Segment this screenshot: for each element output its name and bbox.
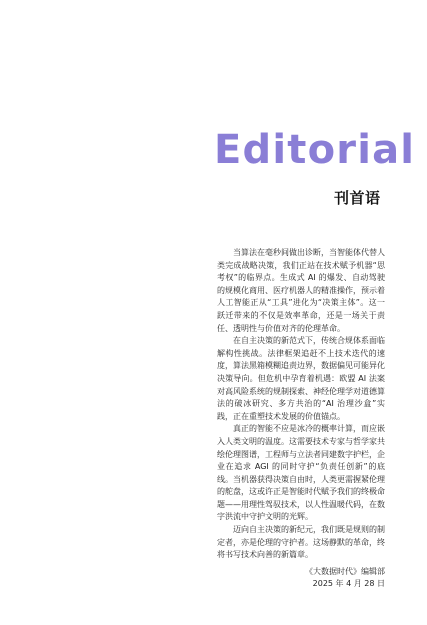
signoff bbox=[217, 566, 385, 591]
publish-date: 2025 年 4 月 28 日 bbox=[312, 579, 385, 589]
editorial-body bbox=[217, 247, 385, 591]
paragraph-3: 真正的智能不应是冰冷的概率计算，而应嵌入人类文明的温度。这需要技术专家与哲学家共绘伦理图谱，工程师与立法者同建数字护栏，企业在追求 AGI 的同时守护“负责任创新”的底线。当机器获得决策自由时，人类更需握紧伦理的舵盘，这或许正是智能时代赋予我们的终极命题——用理性驾驭技术，以人性温暖代码，在数字洪流中守护文明的光辉。 bbox=[217, 424, 385, 522]
paragraph-1: 当算法在毫秒间做出诊断，当智能体代替人类完成战略决策，我们正站在技术赋予机器“思考权”的临界点。生成式 AI 的爆发、自动驾驶的规模化商用、医疗机器人的精准操作，预示着人工智能正从“工具”进化为“决策主体”。这一跃迁带来的不仅是效率革命，还是一场关于责任、透明性与价值对齐的伦理革命。 bbox=[217, 248, 385, 333]
editorial-title-en: Editorial bbox=[214, 127, 416, 173]
editorial-title-cn: 刊首语 bbox=[334, 189, 381, 207]
paragraph-2: 在自主决策的新范式下，传统合规体系面临解构性挑战。法律框架追赶不上技术迭代的速度，算法黑箱模糊追责边界，数据偏见可能异化决策导向。但危机中孕育着机遇：欧盟 AI 法案对高风险系统的规制探索、神经伦理学对道德算法的破冰研究、多方共治的“AI 治理沙盒”实践，正在重塑技术发展的价值锚点。 bbox=[217, 336, 385, 421]
publisher-name: 《大数据时代》编辑部 bbox=[305, 566, 385, 576]
paragraph-4: 迈向自主决策的新纪元，我们既是规则的制定者，亦是伦理的守护者。这场静默的革命，终将书写技术向善的新篇章。 bbox=[217, 525, 385, 560]
